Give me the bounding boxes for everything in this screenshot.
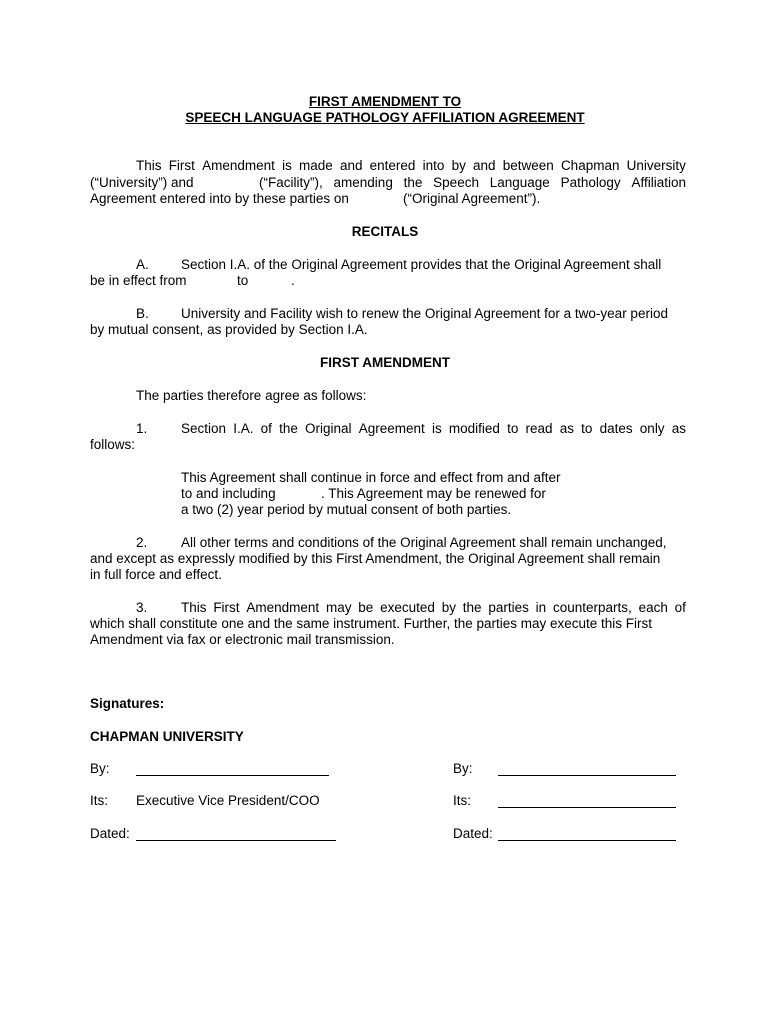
quote-line3: a two (2) year period by mutual consent of both parties. xyxy=(181,502,512,517)
right-by-label: By: xyxy=(453,761,473,776)
intro-line3-start: Agreement entered into by these parties on xyxy=(90,191,349,206)
word: the xyxy=(403,175,423,190)
intro-line3-end: (“Original Agreement”). xyxy=(403,191,541,206)
word: First xyxy=(168,158,195,173)
amendment-intro: The parties therefore agree as follows: xyxy=(136,388,367,403)
item1-line1 xyxy=(181,421,686,437)
word: the xyxy=(279,421,298,436)
recital-b-line2: by mutual consent, as provided by Section I.A. xyxy=(90,322,368,337)
item1-marker: 1. xyxy=(136,421,148,436)
word: dates xyxy=(599,421,633,436)
intro-line2-end xyxy=(259,175,686,191)
word: to xyxy=(581,421,593,436)
word: Agreement xyxy=(358,421,425,436)
document-title-line1: FIRST AMENDMENT TO xyxy=(308,94,462,109)
word: Pathology xyxy=(560,175,621,190)
word: is xyxy=(431,421,442,436)
word: into xyxy=(422,158,445,173)
word: and xyxy=(473,158,496,173)
item3-line2: which shall constitute one and the same instrument. Further, the parties may execute this First xyxy=(90,616,653,631)
word: Amendment xyxy=(246,600,320,615)
word: (“Facility”), xyxy=(259,175,323,190)
item3-line1 xyxy=(181,600,686,616)
word: made xyxy=(299,158,333,173)
right-dated-line[interactable] xyxy=(498,840,676,841)
right-its-label: Its: xyxy=(453,793,472,808)
word: Affiliation xyxy=(631,175,686,190)
word: Language xyxy=(489,175,550,190)
word: and xyxy=(339,158,363,173)
word: of xyxy=(260,421,272,436)
quote-line2-end: . This Agreement may be renewed for xyxy=(321,486,546,501)
word: by xyxy=(451,158,466,173)
recital-a-line2-end: . xyxy=(291,273,295,288)
left-its-value: Executive Vice President/COO xyxy=(136,793,320,808)
right-dated-label: Dated: xyxy=(453,826,493,841)
quote-line1: This Agreement shall continue in force and effect from and after xyxy=(181,470,561,485)
right-by-signature-line[interactable] xyxy=(498,775,676,776)
word: read xyxy=(525,421,553,436)
word: University xyxy=(626,158,686,173)
left-by-label: By: xyxy=(90,761,110,776)
recitals-heading: RECITALS xyxy=(351,224,419,239)
item2-line2: and except as expressly modified by this First Amendment, the Original Agreement shall remain xyxy=(90,551,661,566)
word: parties xyxy=(488,600,529,615)
item1-line2: follows: xyxy=(90,437,136,452)
left-dated-label: Dated: xyxy=(90,826,130,841)
left-its-label: Its: xyxy=(90,793,109,808)
right-its-line[interactable] xyxy=(498,807,676,808)
recital-a-line1: Section I.A. of the Original Agreement provides that the Original Agreement shall xyxy=(181,257,662,272)
word: as xyxy=(671,421,686,436)
word: amending xyxy=(333,175,393,190)
word: entered xyxy=(369,158,416,173)
recital-b-line1: University and Facility wish to renew the Original Agreement for a two-year period xyxy=(181,306,668,321)
word: in xyxy=(535,600,547,615)
recital-a-marker: A. xyxy=(136,257,149,272)
word: each xyxy=(638,600,668,615)
word: be xyxy=(358,600,374,615)
word: counterparts, xyxy=(552,600,632,615)
word: to xyxy=(507,421,519,436)
word: between xyxy=(502,158,554,173)
word: is xyxy=(282,158,292,173)
intro-line2-start: (“University”) and xyxy=(90,175,194,190)
recital-a-line2-start: be in effect from xyxy=(90,273,187,288)
word: may xyxy=(325,600,352,615)
item3-marker: 3. xyxy=(136,600,148,615)
document-title-line2: SPEECH LANGUAGE PATHOLOGY AFFILIATION AGREEMENT xyxy=(185,110,585,125)
item2-line3: in full force and effect. xyxy=(90,567,222,582)
word: Speech xyxy=(433,175,479,190)
word: Section xyxy=(181,421,227,436)
item3-line3: Amendment via fax or electronic mail transmission. xyxy=(90,632,395,647)
word: of xyxy=(674,600,686,615)
word: First xyxy=(213,600,240,615)
word: This xyxy=(181,600,207,615)
first-amendment-heading: FIRST AMENDMENT xyxy=(320,355,450,370)
item2-line1: All other terms and conditions of the Original Agreement shall remain unchanged, xyxy=(181,535,667,550)
word: the xyxy=(462,600,482,615)
word: modified xyxy=(448,421,500,436)
left-by-signature-line[interactable] xyxy=(136,775,329,776)
recital-a-line2-to: to xyxy=(237,273,249,288)
word: This xyxy=(136,158,162,173)
word: Amendment xyxy=(202,158,275,173)
signatures-heading: Signatures: xyxy=(90,696,165,711)
word: Original xyxy=(305,421,352,436)
word: as xyxy=(559,421,574,436)
university-name: CHAPMAN UNIVERSITY xyxy=(90,729,244,744)
quote-line2-start: to and including xyxy=(181,486,276,501)
word: executed xyxy=(380,600,435,615)
word: Chapman xyxy=(560,158,620,173)
word: only xyxy=(639,421,665,436)
item2-marker: 2. xyxy=(136,535,148,550)
recital-b-marker: B. xyxy=(136,306,149,321)
word: I.A. xyxy=(233,421,254,436)
left-dated-line[interactable] xyxy=(136,840,336,841)
word: by xyxy=(441,600,456,615)
intro-line1 xyxy=(136,158,686,174)
